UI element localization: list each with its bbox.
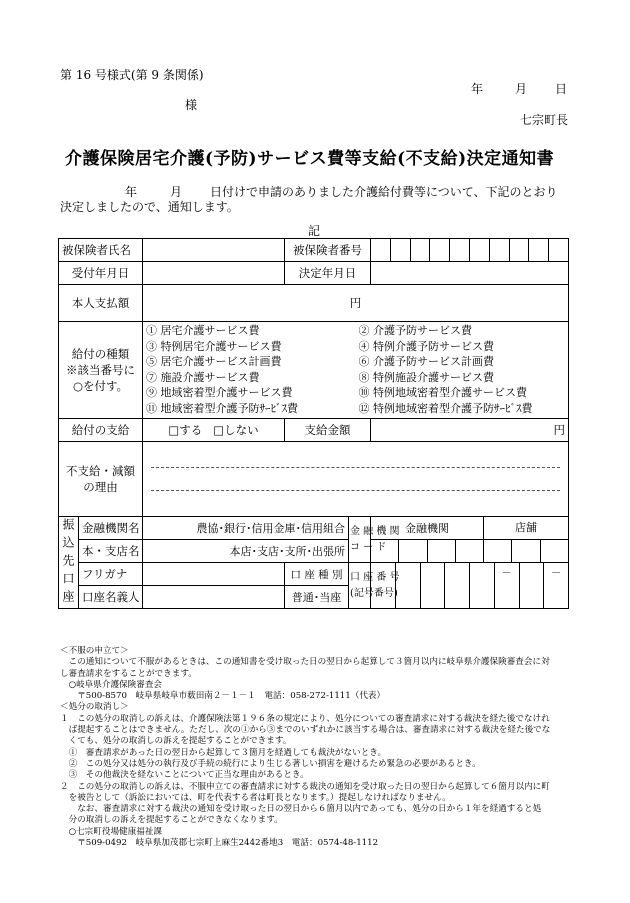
addressee-suffix: 様 [185,98,198,112]
note-line: し審査請求をすることができます。 [60,668,197,679]
payment-no-checkbox[interactable]: □しない [213,423,259,437]
notes-section [60,646,580,849]
benefit-type-options[interactable] [143,322,569,419]
date-month: 月 [515,82,528,96]
note-line: ○七宗町役場健康福祉課 [60,826,163,837]
service-option[interactable]: ③ 特例居宅介護サービス費 [146,339,282,353]
note-line: 〒500-8570 岐阜県岐阜市薮田南２－１－１ 電話：058-272-1111（代表） [60,691,386,702]
insured-name-label: 被保険者氏名 [59,239,143,262]
note-line: ＜不服の申立て＞ [60,646,129,656]
service-option[interactable]: ④ 特例介護予防サービス費 [358,339,494,353]
note-line: ２ この処分の取消しの訴えは、不服申立ての審査請求に対する裁決の通知を受け取った日の翌日から起算して６箇月以内に町 [60,781,550,792]
self-payment-label: 本人支払額 [59,285,143,322]
bank-types[interactable]: 農協･銀行･信用金庫･信用組合 [143,517,349,540]
service-option[interactable]: ⑥ 介護予防サービス計画費 [358,355,494,368]
notice-form-table [58,238,569,609]
account-holder-field[interactable] [143,586,285,609]
payment-yes-checkbox[interactable]: □する [168,423,203,437]
date-day: 日 [555,82,568,96]
payment-amount-label: 支給金額 [285,419,371,442]
branch-name-label: 本・支店名 [79,540,143,563]
service-option[interactable]: ⑤ 居宅介護サービス計画費 [146,355,282,368]
account-type-label: 口 座 種 別 [285,563,349,586]
note-line: なお、審査請求に対する裁決の通知を受け取った日の翌日から６箇月以内であっても、処分の日から１年を経過すると処 [60,804,542,815]
account-number-field[interactable]: － － [371,563,569,609]
service-list [146,322,565,418]
branch-types[interactable]: 本店･支店･支所･出張所 [143,540,349,563]
date-year: 年 [471,82,484,96]
note-line: 〒509-0492 岐阜県加茂郡七宗町上麻生2442番地3 電話：0574-48-1112 [60,838,379,849]
intro-line1: 日付けで申請のありました介護給付費等について、下記のとおり [210,185,558,199]
transfer-account-label: 振込先口座 [59,517,79,609]
note-line: ＜処分の取消し＞ [60,702,129,713]
account-holder-label: 口座名義人 [79,586,143,609]
intro-line2: 決定しましたので、通知します。 [60,200,239,214]
payment-amount-yen: 円 [371,419,569,442]
note-line: １ この処分の取消しの訴えは、介護保険法第１９６条の規定により、処分についての審査請求に対する裁決を経た後でなけれ [60,713,550,724]
ki-mark: 記 [308,224,321,238]
note-line: この通知について不服があるときは、この通知書を受け取った日の翌日から起算して３箇月以内に岐阜県介護保険審査会に対 [60,657,550,668]
note-line: ○岐阜県介護保険審査会 [60,679,163,690]
received-date-field[interactable] [143,262,285,285]
decision-date-label: 決定年月日 [285,262,371,285]
note-line: ば提起することはできません。ただし、次の①から③までのいずれかに該当する場合は、審査請求に対する裁決を経た後でな [60,725,551,736]
service-option[interactable]: ⑧ 特例施設介護サービス費 [358,370,494,384]
decision-date-field[interactable] [371,262,569,285]
service-option[interactable]: ① 居宅介護サービス費 [146,324,260,337]
service-option[interactable]: ⑨ 地域密着型介護サービス費 [146,386,293,399]
note-line: ① 審査請求があった日の翌日から起算して３箇月を経過しても裁決がないとき。 [60,747,387,758]
account-types[interactable]: 普通･当座 [285,586,349,609]
refusal-reason-label: 不支給・減額 の理由 [59,442,143,517]
service-option[interactable]: ⑪ 地域密着型介護予防ｻｰﾋﾞｽ費 [146,401,298,415]
intro-year: 年 [125,185,138,199]
furigana-label: フリガナ [79,563,143,586]
payment-label: 給付の支給 [59,419,143,442]
service-option[interactable]: ② 介護予防サービス費 [358,324,472,337]
note-line: くても、処分の取消しの訴えを提起することができます。 [60,736,292,747]
bank-code-header: 金融機関 店舗 [371,517,569,540]
account-number-label: 口 座 番 号 (記号番号) [349,563,371,609]
issuer: 七宗町長 [520,113,569,127]
intro-month: 月 [170,185,183,199]
service-option[interactable]: ⑦ 施設介護サービス費 [146,370,260,384]
received-date-label: 受付年月日 [59,262,143,285]
note-line: 分の取消しの訴えを提起することができなくなります。 [60,815,283,826]
payment-choice[interactable] [143,419,285,442]
service-option[interactable]: ⑩ 特例地域密着型介護サービス費 [358,386,527,399]
insured-name-field[interactable] [143,239,285,262]
insured-number-field[interactable] [371,239,569,262]
bank-code-field[interactable] [371,540,569,563]
document-title: 介護保険居宅介護(予防)サービス費等支給(不支給)決定通知書 [65,149,555,169]
note-line: ② この処分又は処分の執行及び手続の続行により生じる著しい損害を避けるため緊急の必要があるとき。 [60,758,481,769]
insured-number-label: 被保険者番号 [285,239,371,262]
bank-code-label: 金 融 機 関 コ ー ド [349,517,371,563]
furigana-field[interactable] [143,563,285,586]
note-line: ③ その他裁決を経ないことについて正当な理由があるとき。 [60,770,309,781]
self-payment-yen: 円 [143,285,569,322]
benefit-type-label: 給付の種類 ※該当番号に ○を付す。 [59,322,143,419]
bank-name-label: 金融機関名 [79,517,143,540]
form-number: 第 16 号様式(第 9 条関係) [60,68,204,82]
service-option[interactable]: ⑫ 特例地域密着型介護予防ｻｰﾋﾞｽ費 [358,401,533,415]
refusal-reason-field[interactable] [143,442,569,517]
note-line: を被告として（訴訟においては、町を代表する者は町長となります。）提起しなければなりません。 [60,792,451,803]
